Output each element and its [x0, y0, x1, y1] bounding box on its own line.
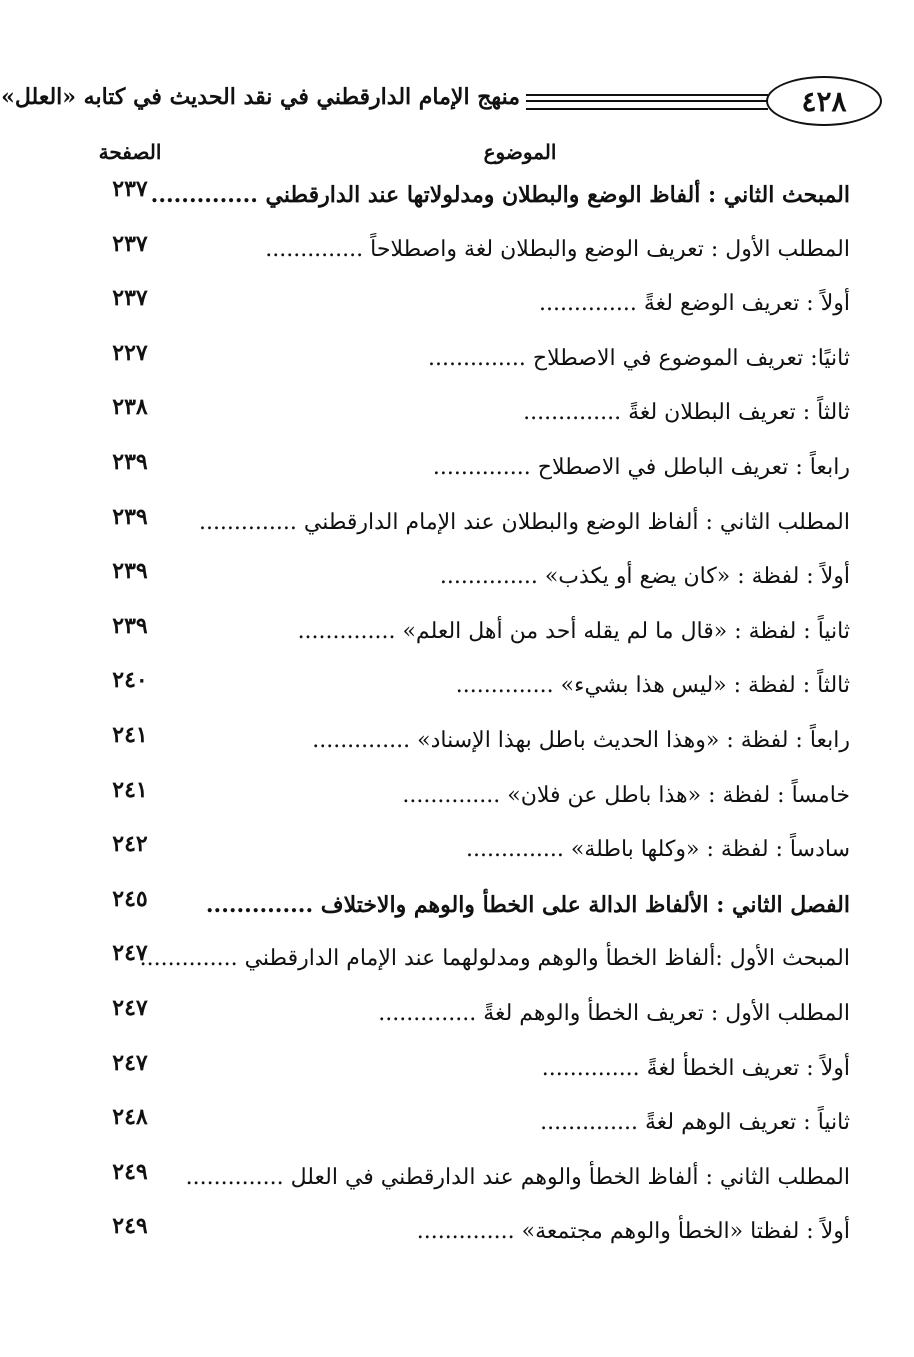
page-header — [1, 70, 890, 130]
toc-entry — [0, 1207, 914, 1262]
leader-dots: .............. — [402, 782, 508, 808]
leader-dots: .............. — [378, 1000, 484, 1026]
toc-entry — [0, 771, 914, 826]
toc-entry-page: ٢٣٧ — [112, 230, 148, 257]
leader-dots: .............. — [198, 509, 304, 535]
leader-dots: .............. — [540, 1110, 646, 1136]
toc-entry-title — [200, 455, 850, 480]
toc-entry — [0, 934, 914, 989]
toc-entry-title-text: المطلب الأول : تعريف الخطأ والوهم لغةً — [483, 1000, 850, 1026]
toc-entry-title — [200, 892, 850, 918]
toc-entry-page: ٢٤٨ — [112, 1104, 148, 1131]
leader-dots: .............. — [297, 618, 403, 644]
toc-entry-title — [200, 728, 850, 753]
toc-entry-title-text: المطلب الأول : تعريف الوضع والبطلان لغة واصطلاحاً — [370, 236, 850, 262]
toc-entry-title — [185, 1164, 850, 1190]
toc-entry-title-text: ثالثاً : تعريف البطلان لغةً — [628, 400, 850, 426]
toc-entry — [0, 225, 914, 280]
toc-entry-page: ٢٣٧ — [112, 176, 148, 202]
toc-entry-title — [200, 783, 850, 808]
toc-entry-title-text: أولاً : تعريف الخطأ لغةً — [646, 1055, 850, 1081]
toc-entry-title-text: الفصل الثاني : الألفاظ الدالة على الخطأ والوهم والاختلاف — [320, 891, 850, 918]
toc-entry-page: ٢٤١ — [112, 721, 148, 748]
toc-entry-page: ٢٣٩ — [112, 448, 148, 475]
toc-entry — [0, 716, 914, 771]
leader-dots: .............. — [312, 727, 418, 753]
leader-dots: .............. — [523, 400, 629, 426]
toc-entry — [0, 388, 914, 443]
leader-dots: .............. — [432, 454, 538, 480]
toc-entry-page: ٢٤٩ — [112, 1158, 148, 1185]
toc-entry-page: ٢٤٧ — [112, 994, 148, 1021]
toc-entry — [0, 443, 914, 498]
toc-entry-page: ٢٤٢ — [112, 831, 148, 858]
leader-dots: .............. — [416, 1219, 522, 1245]
toc-entry-title — [200, 291, 850, 316]
book-title: منهج الإمام الدارقطني في نقد الحديث في كتابه «العلل» — [1, 84, 520, 110]
toc-entry-title — [150, 182, 850, 208]
leader-dots: .............. — [466, 837, 571, 863]
toc-entry-page: ٢٣٧ — [112, 285, 148, 312]
toc-entry-page: ٢٣٩ — [112, 558, 148, 585]
toc-entry-page: ٢٢٧ — [112, 339, 148, 366]
toc-entry-page: ٢٤٧ — [112, 1049, 148, 1076]
toc-entry — [0, 661, 914, 716]
toc-entry-title-text: المطلب الثاني : ألفاظ الخطأ والوهم عند الدارقطني في العلل — [290, 1164, 850, 1190]
toc-entry-title — [200, 510, 850, 535]
toc-entry — [0, 989, 914, 1044]
toc-entry-title-text: ثالثاً : لفظة : «ليس هذا بشيء» — [560, 673, 850, 699]
leader-dots: .............. — [538, 291, 644, 317]
page-number-badge: ٤٢٨ — [766, 76, 882, 126]
leader-dots: .............. — [428, 345, 533, 371]
toc-entry-page: ٢٤٧ — [112, 940, 148, 967]
toc-entry-title-text: أولاً : تعريف الوضع لغةً — [643, 291, 850, 317]
toc-entry-title — [200, 1219, 850, 1244]
toc-entry — [0, 825, 914, 880]
toc-entry — [0, 1153, 914, 1208]
toc-entry-title — [200, 1110, 850, 1135]
leader-dots: .............. — [455, 673, 561, 699]
toc-entry-title — [200, 237, 850, 262]
toc-entry-page: ٢٣٩ — [112, 612, 148, 639]
toc-entry-title-text: سادساً : لفظة : «وكلها باطلة» — [570, 837, 850, 863]
leader-dots: .............. — [185, 1164, 291, 1190]
toc-entry-title — [200, 564, 850, 589]
toc-entry — [0, 552, 914, 607]
toc-entry-title-text: ثانياً : تعريف الوهم لغةً — [645, 1110, 850, 1136]
toc-entry-title-text: المطلب الثاني : ألفاظ الوضع والبطلان عند الإمام الدارقطني — [303, 509, 850, 535]
topic-column-heading: الموضوع — [483, 140, 557, 164]
toc-entry — [0, 880, 914, 935]
toc-entry — [0, 1098, 914, 1153]
leader-dots: .............. — [139, 946, 245, 972]
toc-entry-title — [139, 946, 850, 972]
toc-entry-page: ٢٤٩ — [112, 1213, 148, 1240]
toc-entry-title-text: أولاً : لفظة : «كان يضع أو يكذب» — [544, 564, 850, 590]
leader-dots: .............. — [265, 236, 371, 262]
toc-entry-title-text: رابعاً : لفظة : «وهذا الحديث باطل بهذا الإسناد» — [417, 727, 850, 753]
toc-entry-title — [200, 673, 850, 698]
toc-entry-title — [200, 837, 850, 862]
toc-entry-page: ٢٤١ — [112, 776, 148, 803]
toc-entry — [0, 334, 914, 389]
toc-entry-title-text: ثانيًا: تعريف الموضوع في الاصطلاح — [532, 345, 850, 371]
toc-entry-title — [200, 1056, 850, 1081]
toc-entry-title-text: المبحث الأول :ألفاظ الخطأ والوهم ومدلولهما عند الإمام الدارقطني — [244, 946, 850, 972]
toc-entry-title-text: خامساً : لفظة : «هذا باطل عن فلان» — [507, 782, 850, 808]
page-column-heading: الصفحة — [98, 140, 162, 164]
toc-entry — [0, 498, 914, 553]
toc-entry-page: ٢٣٩ — [112, 503, 148, 530]
header-rule — [526, 94, 768, 110]
leader-dots: .............. — [541, 1055, 647, 1081]
toc-entry-title — [200, 400, 850, 425]
toc-entry — [0, 279, 914, 334]
leader-dots: .............. — [150, 182, 266, 208]
leader-dots: .............. — [439, 564, 545, 590]
toc-entry-title-text: رابعاً : تعريف الباطل في الاصطلاح — [537, 454, 850, 480]
toc-entry-page: ٢٤٠ — [112, 667, 148, 694]
toc-entry — [0, 607, 914, 662]
toc-entry-page: ٢٣٨ — [112, 394, 148, 421]
toc-entries — [0, 170, 914, 1262]
toc-entry-title-text: أولاً : لفظتا «الخطأ والوهم مجتمعة» — [521, 1219, 850, 1245]
toc-entry-title — [200, 346, 850, 371]
toc-entry — [0, 170, 914, 225]
toc-entry — [0, 1044, 914, 1099]
toc-entry-title — [200, 1001, 850, 1026]
leader-dots: .............. — [205, 891, 321, 918]
toc-entry-title-text: ثانياً : لفظة : «قال ما لم يقله أحد من أهل العلم» — [402, 618, 850, 644]
toc-entry-page: ٢٤٥ — [112, 885, 148, 912]
toc-entry-title — [200, 619, 850, 644]
toc-entry-title-text: المبحث الثاني : ألفاظ الوضع والبطلان ومدلولاتها عند الدارقطني — [265, 182, 850, 208]
